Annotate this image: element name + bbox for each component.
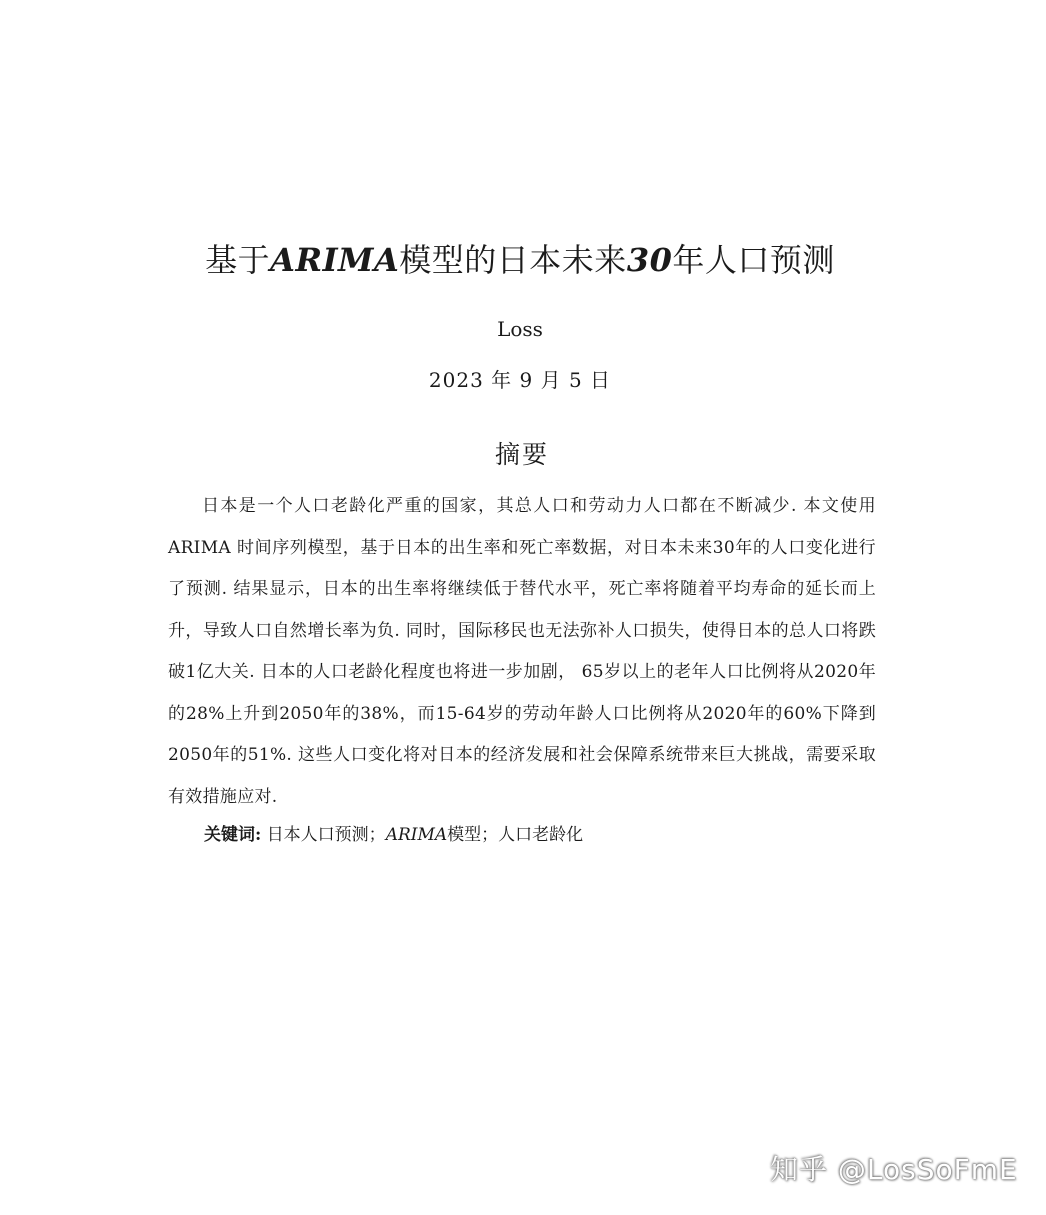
title-part-arima: ARIMA: [270, 241, 400, 279]
keywords-label: 关键词:: [204, 825, 262, 845]
zhihu-watermark: 知乎 @LosSoFmE: [770, 1153, 1018, 1186]
keywords-line: [204, 818, 884, 852]
author-name: Loss: [497, 317, 543, 341]
keyword-2-rest: 模型；: [447, 825, 499, 845]
title-part-3: 模型的日本未来: [399, 241, 627, 279]
title-part-5: 年人口预测: [672, 241, 835, 279]
title-part-30: 30: [626, 241, 673, 279]
keyword-3: 人口老龄化: [498, 825, 584, 845]
title-part-1: 基于: [205, 241, 271, 279]
paper-title: [0, 236, 1040, 284]
keyword-2-arima: ARIMA: [385, 825, 448, 845]
abstract-heading: 摘要: [494, 440, 549, 469]
abstract-body: 日本是一个人口老龄化严重的国家，其总人口和劳动力人口都在不断减少. 本文使用ARIMA 时间序列模型，基于日本的出生率和死亡率数据，对日本未来30年的人口变化进行了预测. 结果显示，日本的出生率将继续低于替代水平，死亡率将随着平均寿命的延长而上升，导致人口自然增长率为负. 同时，国际移民也无法弥补人口损失，使得日本的总人口将跌破1亿大关. 日本的人口老龄化程度也将进一步加剧， 65岁以上的老年人口比例将从2020年的28%上升到2050年的38%，而15-64岁的劳动年龄人口比例将从2020年的60%下降到2050年的51%. 这些人口变化将对日本的经济发展和社会保障系统带来巨大挑战，需要采取有效措施应对.: [168, 496, 876, 807]
keyword-1: 日本人口预测；: [266, 825, 386, 845]
publication-date: 2023 年 9 月 5 日: [428, 368, 612, 392]
